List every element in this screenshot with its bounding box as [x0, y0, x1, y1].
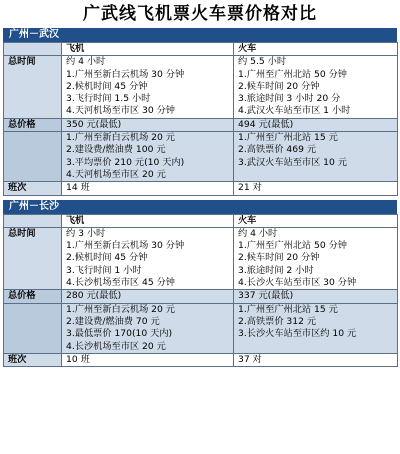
plane-time-line: 3.飞行时间 1.5 小时 [66, 93, 151, 105]
header-row [4, 43, 398, 56]
train-time-cell [234, 56, 398, 118]
plane-price-total: 280 元(最低) [62, 290, 234, 303]
train-header: 火车 [234, 43, 398, 56]
price-detail-row [4, 132, 398, 182]
train-time-line: 3.旅途时间 3 小时 20 分 [238, 93, 341, 105]
plane-time-line: 2.候机时间 45 分钟 [66, 252, 148, 264]
time-row [4, 56, 398, 118]
plane-price-line: 1.广州至新白云机场 20 元 [66, 303, 175, 315]
freq-row [4, 353, 398, 366]
train-price-total: 494 元(最低) [234, 118, 398, 131]
page-title: 广武线飞机票火车票价格对比 [83, 4, 317, 24]
plane-time-line: 4.天河机场至市区 30 分钟 [66, 105, 175, 117]
plane-time-line: 3.飞行时间 1 小时 [66, 264, 142, 276]
train-time-cell [234, 227, 398, 289]
freq-row [4, 182, 398, 195]
price-detail-row [4, 303, 398, 353]
plane-price-line: 2.建设费/燃油费 100 元 [66, 144, 166, 156]
plane-time-cell [62, 56, 234, 118]
corner-cell [4, 43, 62, 56]
header-row [4, 214, 398, 227]
section-title-wuhan: 广州－武汉 [3, 28, 397, 42]
freq-label: 班次 [4, 182, 62, 195]
section-title-changsha: 广州－长沙 [3, 200, 397, 214]
train-price-line: 1.广州至广州北站 15 元 [238, 132, 338, 144]
train-price-total: 337 元(最低) [234, 290, 398, 303]
price-total-row [4, 290, 398, 303]
train-time-line: 1.广州至广州北站 50 分钟 [238, 68, 347, 80]
price-label: 总价格 [4, 290, 62, 303]
train-time-line: 约 5.5 小时 [238, 56, 287, 68]
train-price-cell [234, 303, 398, 353]
plane-freq: 10 班 [62, 353, 234, 366]
plane-price-line: 4.长沙机场至市区 20 元 [66, 340, 166, 352]
train-time-line: 2.候车时间 20 分钟 [238, 252, 320, 264]
train-price-line: 3.武汉火车站至市区 10 元 [238, 156, 347, 168]
corner-cell [4, 214, 62, 227]
plane-price-line: 4.天河机场至市区 20 元 [66, 168, 166, 180]
plane-time-line: 1.广州至新白云机场 30 分钟 [66, 240, 185, 252]
plane-time-line: 1.广州至新白云机场 30 分钟 [66, 68, 185, 80]
freq-label: 班次 [4, 353, 62, 366]
plane-price-line: 2.建设费/燃油费 70 元 [66, 315, 160, 327]
train-time-line: 4.长沙火车站至市区 30 分钟 [238, 277, 357, 289]
plane-time-cell [62, 227, 234, 289]
train-header: 火车 [234, 214, 398, 227]
price-label-blank [4, 303, 62, 353]
plane-price-line: 3.最低票价 170(10 天内) [66, 328, 173, 340]
plane-time-line: 约 4 小时 [66, 56, 106, 68]
train-price-cell [234, 132, 398, 182]
plane-header: 飞机 [62, 214, 234, 227]
time-row [4, 227, 398, 289]
plane-freq: 14 班 [62, 182, 234, 195]
train-price-line: 3.长沙火车站至市区约 10 元 [238, 328, 357, 340]
train-time-line: 4.武汉火车站至市区 1 小时 [238, 105, 351, 117]
train-price-line: 2.高铁票价 312 元 [238, 315, 317, 327]
plane-time-line: 2.候机时间 45 分钟 [66, 80, 148, 92]
price-label: 总价格 [4, 118, 62, 131]
comparison-table-wuhan [3, 42, 398, 196]
plane-header: 飞机 [62, 43, 234, 56]
train-price-line: 2.高铁票价 469 元 [238, 144, 317, 156]
time-label: 总时间 [4, 227, 62, 289]
plane-time-line: 4.长沙机场至市区 45 分钟 [66, 277, 175, 289]
plane-price-cell [62, 132, 234, 182]
train-freq: 37 对 [234, 353, 398, 366]
price-label-blank [4, 132, 62, 182]
train-time-line: 1.广州至广州北站 50 分钟 [238, 240, 347, 252]
plane-price-line: 3.平均票价 210 元(10 天内) [66, 156, 185, 168]
plane-price-line: 1.广州至新白云机场 20 元 [66, 132, 175, 144]
plane-price-cell [62, 303, 234, 353]
price-total-row [4, 118, 398, 131]
plane-price-total: 350 元(最低) [62, 118, 234, 131]
train-time-line: 2.候车时间 20 分钟 [238, 80, 320, 92]
train-time-line: 3.旅途时间 2 小时 [238, 264, 314, 276]
train-time-line: 约 4 小时 [238, 227, 278, 239]
comparison-table-changsha [3, 214, 398, 368]
train-freq: 21 对 [234, 182, 398, 195]
train-price-line: 1.广州至广州北站 15 元 [238, 303, 338, 315]
plane-time-line: 约 3 小时 [66, 227, 106, 239]
time-label: 总时间 [4, 56, 62, 118]
